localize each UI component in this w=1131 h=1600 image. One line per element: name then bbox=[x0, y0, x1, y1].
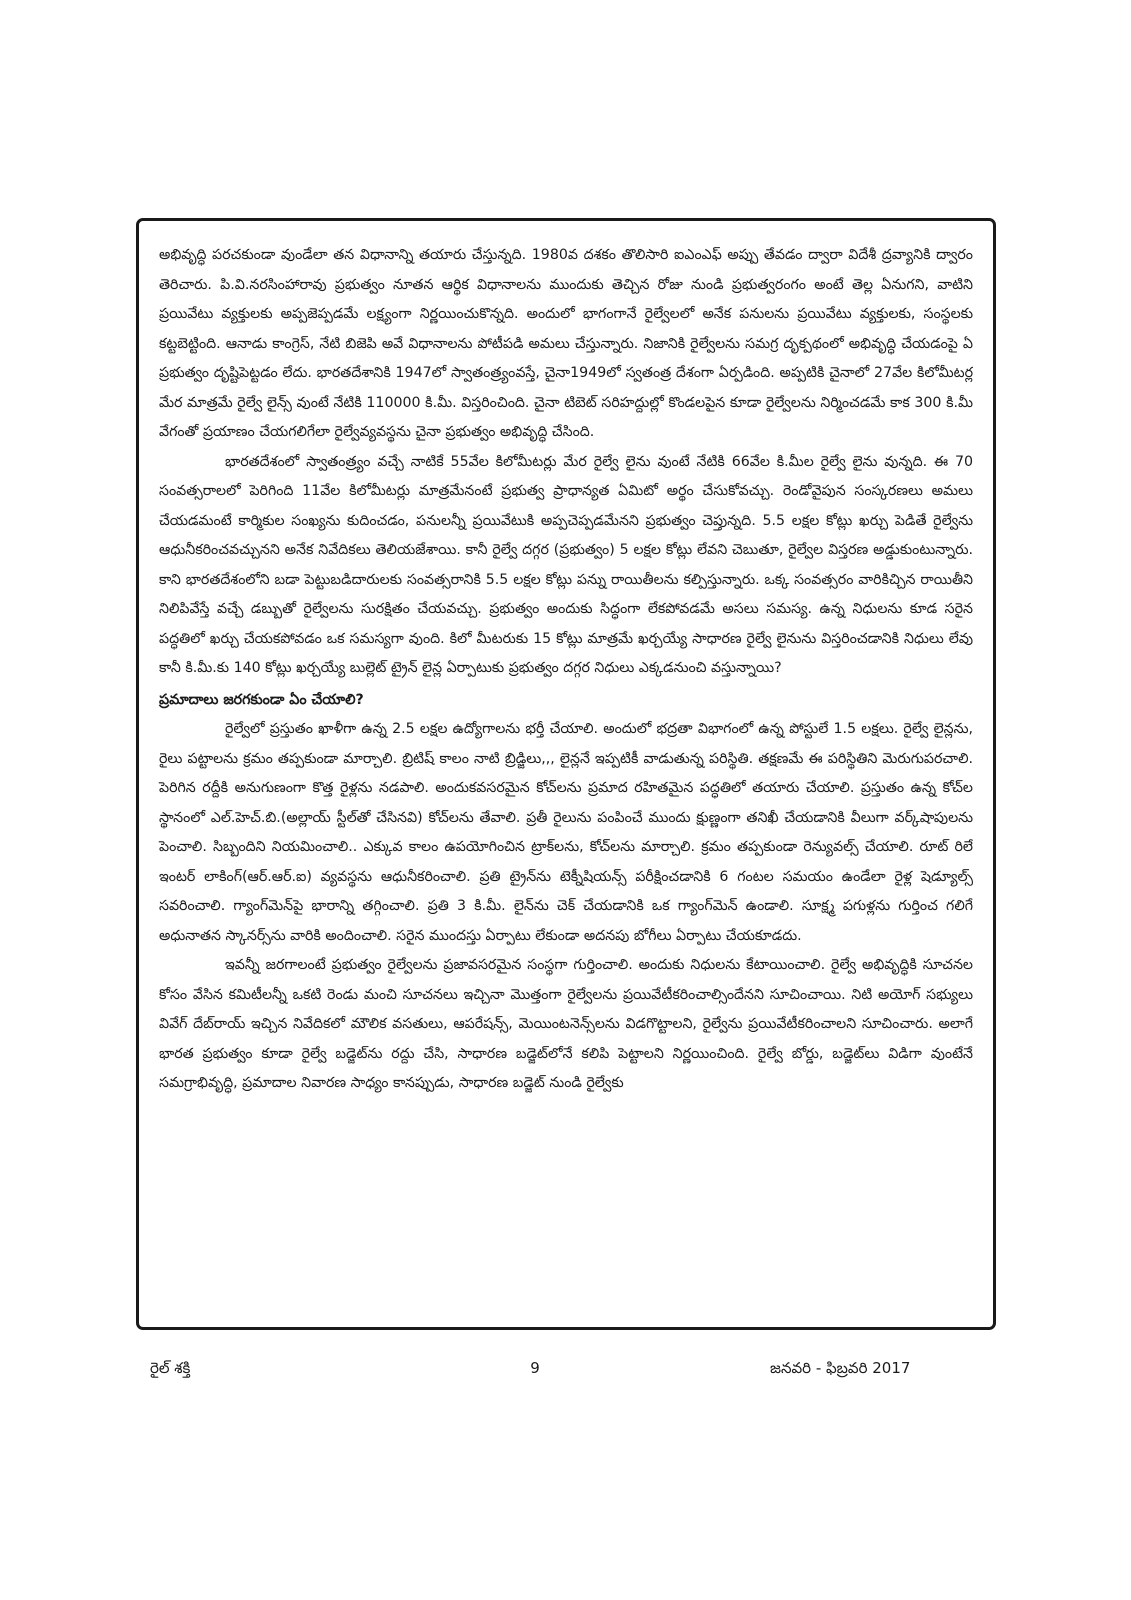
article-paragraph-4: ఇవన్నీ జరగాలంటే ప్రభుత్వం రైల్వేలను ప్రజావసరమైన సంస్థగా గుర్తించాలి. అందుకు నిధులను కేటాయించాలి. రైల్వే అభివృద్ధికి సూచనల కోసం వేసిన కమిటీలన్నీ ఒకటి రెండు మంచి సూచనలు ఇచ్చినా మొత్తంగా రైల్వేలను ప్రయివేటీకరించాల్సిందేనని సూచించాయి. నిటి అయోగ్ సభ్యులు వివేగ్ దేబ్‌రాయ్ ఇచ్చిన నివేదికలో మౌలిక వసతులు, ఆపరేషన్స్, మెయింటనెన్స్‌లను విడగొట్టాలని, రైల్వేను ప్రయివేటీకరించాలని సూచించారు. అలాగే భారత ప్రభుత్వం కూడా రైల్వే బడ్జెట్‌ను రద్దు చేసి, సాధారణ బడ్జెట్‌లోనే కలిపి పెట్టాలని నిర్ణయించింది. రైల్వే బోర్డు, బడ్జెట్‌లు విడిగా వుంటేనే సమగ్రాభివృద్ధి, ప్రమాదాల నివారణ సాధ్యం కానప్పుడు, సాధారణ బడ్జెట్ నుండి రైల్వేకు bbox=[159, 957, 973, 1091]
article-paragraph-3: రైల్వేలో ప్రస్తుతం ఖాళీగా ఉన్న 2.5 లక్షల ఉద్యోగాలను భర్తీ చేయాలి. అందులో భద్రతా విభాగంలో ఉన్న పోస్టులే 1.5 లక్షలు. రైల్వే లైన్లను, రైలు పట్టాలను క్రమం తప్పకుండా మార్చాలి. బ్రిటిష్ కాలం నాటి బ్రిడ్జిలు,,, లైన్లనే ఇప్పటికీ వాడుతున్న పరిస్థితి. తక్షణమే ఈ పరిస్థితిని మెరుగుపరచాలి. పెరిగిన రద్దీకి అనుగుణంగా కొత్త రైళ్లను నడపాలి. అందుకవసరమైన కోచ్‌లను ప్రమాద రహితమైన పద్ధతిలో తయారు చేయాలి. ప్రస్తుతం ఉన్న కోచ్‌ల స్థానంలో ఎల్.హెచ్.బి.(అల్లాయ్ స్టీల్‌తో చేసినవి) కోచ్‌లను తేవాలి. ప్రతీ రైలును పంపించే ముందు క్షుణ్ణంగా తనిఖీ చేయడానికి వీలుగా వర్క్‌షాపులను పెంచాలి. సిబ్బందిని నియమించాలి.. ఎక్కువ కాలం ఉపయోగించిన ట్రాక్‌లను, కోచ్‌లను మార్చాలి. క్రమం తప్పకుండా రెన్యువల్స్ చేయాలి. రూట్ రిలే ఇంటర్ లాకింగ్(ఆర్.ఆర్.ఐ) వ్యవస్థను ఆధునీకరించాలి. ప్రతి ట్రైన్‌ను టెక్నీషియన్స్ పరీక్షించడానికి 6 గంటల సమయం ఉండేలా రైళ్ల షెడ్యూల్స్ సవరించాలి. గ్యాంగ్‌మెన్‌పై భారాన్ని తగ్గించాలి. ప్రతి 3 కి.మీ. లైన్‌ను చెక్ చేయడానికి ఒక గ్యాంగ్‌మెన్ ఉండాలి. సూక్ష్మ పగుళ్లను గుర్తించ గలిగే అధునాతన స్కానర్స్‌ను వారికి అందించాలి. సరైన ముందస్తు ఏర్పాటు లేకుండా అదనపు బోగీలు ఏర్పాటు చేయకూడదు. bbox=[159, 721, 973, 944]
article-frame bbox=[136, 218, 996, 1330]
footer-page-number: 9 bbox=[530, 1359, 540, 1377]
article-paragraph-2: భారతదేశంలో స్వాతంత్ర్యం వచ్చే నాటికే 55వేల కిలోమీటర్లు మేర రైల్వే లైను వుంటే నేటికి 66వేల కి.మీల రైల్వే లైను వున్నది. ఈ 70 సంవత్సరాలలో పెరిగింది 11వేల కిలోమీటర్లు మాత్రమేనంటే ప్రభుత్వ ప్రాధాన్యత ఏమిటో అర్థం చేసుకోవచ్చు. రెండోవైపున సంస్కరణలు అమలు చేయడమంటే కార్మికుల సంఖ్యను కుదించడం, పనులన్నీ ప్రయివేటుకి అప్పచెప్పడమేనని ప్రభుత్వం చెప్తున్నది. 5.5 లక్షల కోట్లు ఖర్చు పెడితే రైల్వేను ఆధునీకరించవచ్చునని అనేక నివేదికలు తెలియజేశాయి. కానీ రైల్వే దగ్గర (ప్రభుత్వం) 5 లక్షల కోట్లు లేవని చెబుతూ, రైల్వేల విస్తరణ అడ్డుకుంటున్నారు. కాని భారతదేశంలోని బడా పెట్టుబడిదారులకు సంవత్సరానికి 5.5 లక్షల కోట్లు పన్ను రాయితీలను కల్పిస్తున్నారు. ఒక్క సంవత్సరం వారికిచ్చిన రాయితీని నిలిపివేస్తే వచ్చే డబ్బుతో రైల్వేలను సురక్షితం చేయవచ్చు. ప్రభుత్వం అందుకు సిద్ధంగా లేకపోవడమే అసలు సమస్య. ఉన్న నిధులను కూడ సరైన పద్ధతిలో ఖర్చు చేయకపోవడం ఒక సమస్యగా వుంది. కిలో మీటరుకు 15 కోట్లు మాత్రమే ఖర్చయ్యే సాధారణ రైల్వే లైనును విస్తరించడానికి నిధులు లేవు కానీ కి.మీ.కు 140 కోట్లు ఖర్చయ్యే బుల్లెట్ ట్రైన్ లైన్ల ఏర్పాటుకు ప్రభుత్వం దగ్గర నిధులు ఎక్కడనుంచి వస్తున్నాయి? bbox=[159, 453, 973, 676]
footer-magazine-name: రైల్ శక్తి bbox=[150, 1359, 191, 1377]
section-heading: ప్రమాదాలు జరగకుండా ఏం చేయాలి? bbox=[159, 691, 364, 708]
footer-issue-date: జనవరి - ఫిబ్రవరి 2017 bbox=[770, 1359, 911, 1377]
article-paragraph-1: అభివృద్ధి పరచకుండా వుండేలా తన విధానాన్ని తయారు చేస్తున్నది. 1980వ దశకం తొలిసారి ఐఎంఎఫ్ అప్పు తేవడం ద్వారా విదేశీ ద్రవ్యానికి ద్వారం తెరిచారు. పి.వి.నరసింహారావు ప్రభుత్వం నూతన ఆర్థిక విధానాలను ముందుకు తెచ్చిన రోజు నుండి ప్రభుత్వరంగం అంటే తెల్ల ఏనుగని, వాటిని ప్రయివేటు వ్యక్తులకు అప్పజెప్పడమే లక్ష్యంగా నిర్ణయించుకొన్నది. అందులో భాగంగానే రైల్వేలలో అనేక పనులను ప్రయివేటు వ్యక్తులకు, సంస్థలకు కట్టబెట్టింది. ఆనాడు కాంగ్రెస్, నేటి బిజెపి అవే విధానాలను పోటీపడి అమలు చేస్తున్నారు. నిజానికి రైల్వేలను సమగ్ర దృక్పథంలో అభివృద్ధి చేయడంపై ఏ ప్రభుత్వం దృష్టిపెట్టడం లేదు. భారతదేశానికి 1947లో స్వాతంత్ర్యంవస్తే, చైనా1949లో స్వతంత్ర దేశంగా ఏర్పడింది. అప్పటికి చైనాలో 27వేల కిలోమీటర్ల మేర మాత్రమే రైల్వే లైన్స్ వుంటే నేటికి 110000 కి.మీ. విస్తరించింది. చైనా టిబెట్ సరిహద్దుల్లో కొండలపైన కూడా రైల్వేలను నిర్మించడమే కాక 300 కి.మీ వేగంతో ప్రయాణం చేయగలిగేలా రైల్వేవ్యవస్థను చైనా ప్రభుత్వం అభివృద్ధి చేసింది. bbox=[159, 247, 973, 440]
